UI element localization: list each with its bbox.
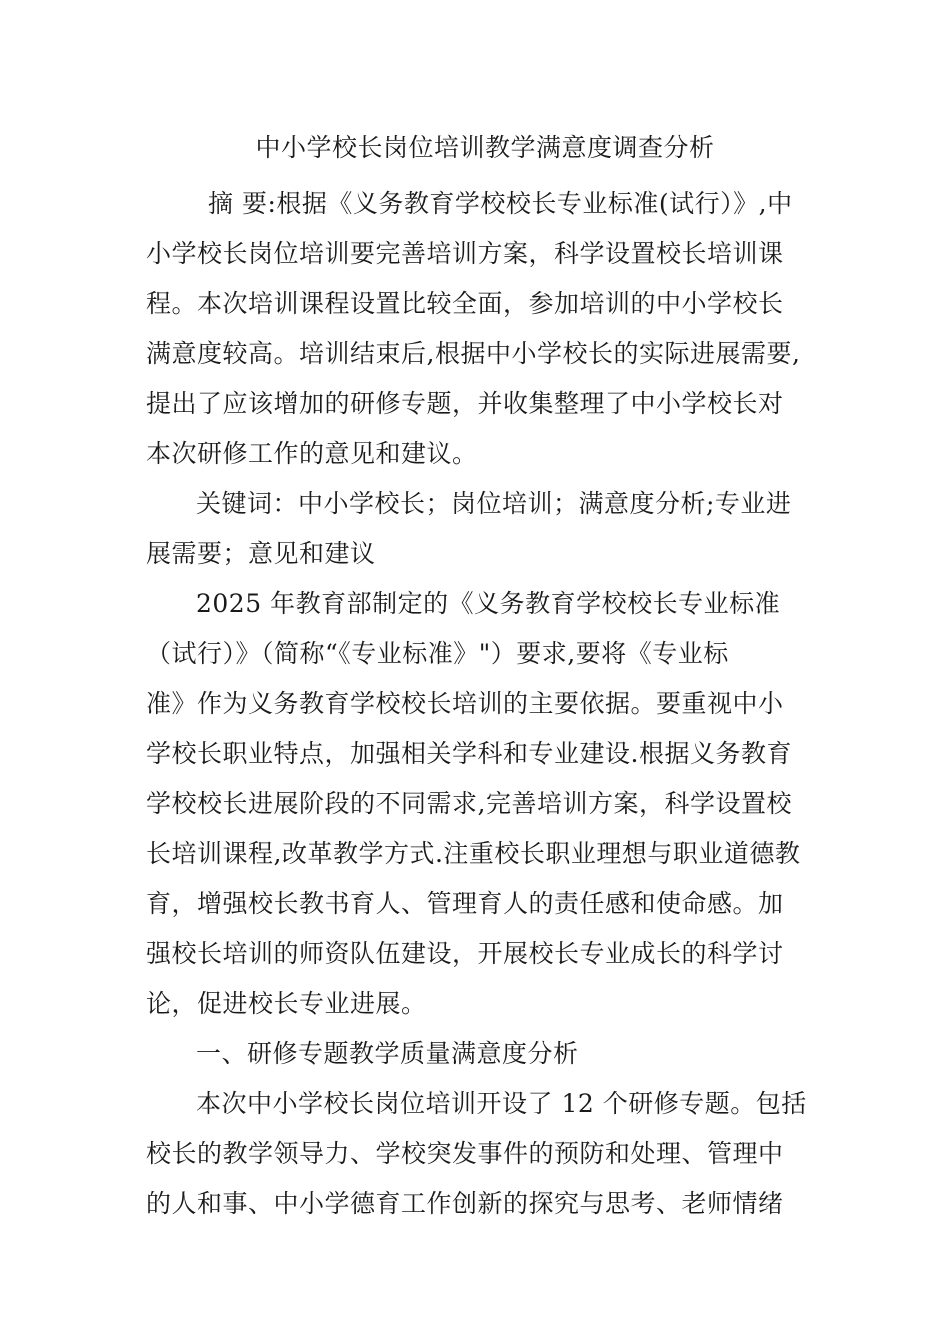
- section-line: 的人和事、中小学德育工作创新的探究与思考、老师情绪: [146, 1189, 784, 1218]
- abstract-line: 本次研修工作的意见和建议。: [146, 439, 478, 468]
- keywords-paragraph: [146, 479, 806, 579]
- abstract-line: 小学校长岗位培训要完善培训方案，科学设置校长培训课: [146, 239, 784, 268]
- keywords-line: 关键词：中小学校长；岗位培训；满意度分析;专业进: [196, 489, 792, 518]
- abstract-line: 满意度较高。培训结束后,根据中小学校长的实际进展需要,: [146, 339, 801, 368]
- intro-line: 学校校长进展阶段的不同需求,完善培训方案，科学设置校: [146, 789, 792, 818]
- intro-line: 论，促进校长专业进展。: [146, 989, 427, 1018]
- section-paragraph: [146, 1079, 806, 1229]
- intro-line: （试行）》（简称“《专业标准》"）要求,要将《专业标: [146, 639, 729, 668]
- abstract-line: 提出了应该增加的研修专题，并收集整理了中小学校长对: [146, 389, 784, 418]
- abstract-line: 程。本次培训课程设置比较全面，参加培训的中小学校长: [146, 289, 784, 318]
- section-heading: 一、研修专题教学质量满意度分析: [196, 1039, 579, 1068]
- keywords-line: 展需要；意见和建议: [146, 539, 376, 568]
- intro-paragraph: [146, 579, 806, 1029]
- intro-line: 育，增强校长教书育人、管理育人的责任感和使命感。加: [146, 889, 784, 918]
- page-title: 中小学校长岗位培训教学满意度调查分析: [255, 133, 715, 162]
- intro-line: 长培训课程,改革教学方式.注重校长职业理想与职业道德教: [146, 839, 801, 868]
- section-line: 本次中小学校长岗位培训开设了 12 个研修专题。包括: [196, 1089, 807, 1118]
- document-body: [146, 128, 806, 1229]
- intro-line: 强校长培训的师资队伍建设，开展校长专业成长的科学讨: [146, 939, 784, 968]
- intro-line: 2025 年教育部制定的《义务教育学校校长专业标准: [196, 589, 781, 618]
- intro-line: 学校长职业特点，加强相关学科和专业建设.根据义务教育: [146, 739, 792, 768]
- section-line: 校长的教学领导力、学校突发事件的预防和处理、管理中: [146, 1139, 784, 1168]
- intro-line: 准》作为义务教育学校校长培训的主要依据。要重视中小: [146, 689, 784, 718]
- abstract-paragraph: [146, 179, 806, 479]
- abstract-line: 摘 要:根据《义务教育学校校长专业标准(试行）》,中: [208, 189, 793, 218]
